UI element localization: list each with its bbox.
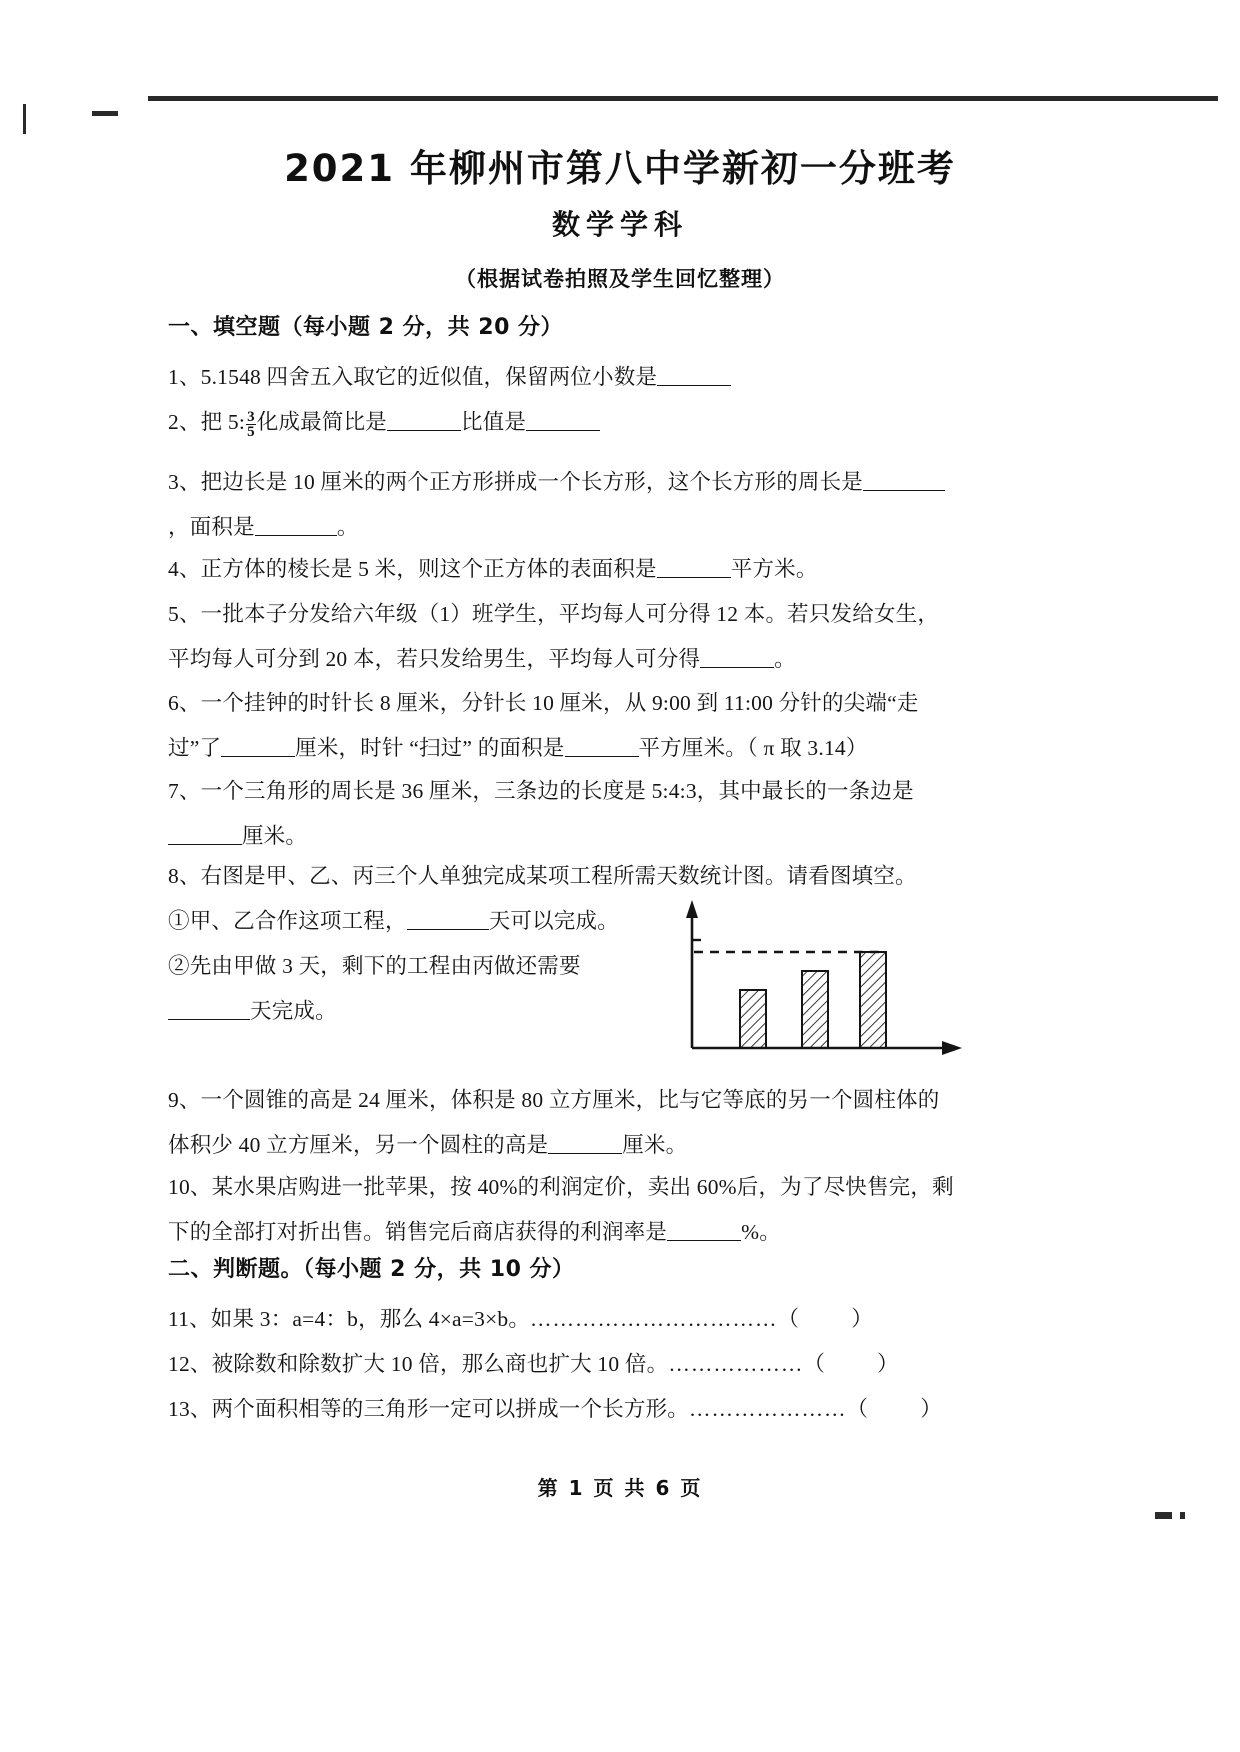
question-13 — [168, 1387, 958, 1432]
answer-blank[interactable] — [657, 577, 731, 578]
answer-blank[interactable] — [221, 756, 295, 757]
question-11-text: 11、如果 3：a=4：b，那么 4×a=3×b。 — [168, 1307, 531, 1331]
answer-blank[interactable] — [863, 490, 945, 491]
answer-blank[interactable] — [548, 1153, 622, 1154]
answer-blank[interactable] — [407, 929, 489, 930]
question-9-text-a: 9、一个圆锥的高是 24 厘米，体积是 80 立方厘米，比与它等底的另一个圆柱体的体积少 40 立方厘米，另一个圆柱的高是 — [168, 1088, 940, 1157]
answer-blank[interactable] — [526, 430, 600, 431]
question-4-text-b: 平方米。 — [730, 557, 818, 581]
fraction-three-fifths — [246, 410, 256, 439]
leader-dots: ……………… — [668, 1352, 804, 1376]
question-6-text-c: 平方厘米。（ π 取 3.14） — [638, 736, 868, 760]
subject-title: 数学学科 — [551, 208, 688, 241]
question-5 — [168, 592, 958, 682]
question-7-text-a: 7、一个三角形的周长是 36 厘米，三条边的长度是 5:4:3，其中最长的一条边是 — [168, 779, 914, 803]
question-2 — [168, 400, 958, 445]
question-8-part-1 — [168, 899, 668, 944]
answer-blank[interactable] — [168, 1019, 250, 1020]
question-11 — [168, 1297, 958, 1342]
question-1-text: 1、5.1548 四舍五入取它的近似值，保留两位小数是 — [168, 365, 658, 389]
x-axis-arrow-icon — [942, 1041, 962, 1055]
question-10 — [168, 1165, 958, 1255]
question-12 — [168, 1342, 958, 1387]
question-8-part-1-text-a: ①甲、乙合作这项工程， — [168, 909, 407, 933]
answer-blank[interactable] — [565, 756, 639, 757]
answer-blank[interactable] — [255, 535, 337, 536]
scan-artifact-dash — [92, 111, 118, 116]
question-10-text-b: %。 — [741, 1220, 781, 1244]
fraction-denominator: 5 — [247, 424, 255, 440]
question-2-text-a: 2、把 5: — [168, 410, 246, 434]
question-8-stem — [168, 854, 958, 899]
question-1 — [168, 355, 958, 400]
days-required-bar-chart — [672, 898, 972, 1063]
page-footer: 第 1 页 共 6 页 — [537, 1476, 703, 1500]
answer-blank[interactable] — [667, 1240, 741, 1241]
judge-paren-open: （ — [777, 1307, 800, 1331]
question-2-text-b: 化成最简比是 — [256, 410, 387, 434]
question-2-text-c: 比值是 — [460, 410, 527, 434]
answer-blank[interactable] — [700, 667, 774, 668]
question-7 — [168, 769, 958, 859]
question-8-stem-text: 8、右图是甲、乙、丙三个人单独完成某项工程所需天数统计图。请看图填空。 — [168, 864, 917, 888]
question-3 — [168, 460, 958, 550]
y-axis-arrow-icon — [686, 900, 698, 918]
bar-yi — [802, 971, 828, 1048]
question-3-text-a: 3、把边长是 10 厘米的两个正方形拼成一个长方形，这个长方形的周长是 — [168, 470, 864, 494]
question-8-part-2-text-a: ②先由甲做 3 天，剩下的工程由丙做还需要 — [168, 954, 581, 978]
scan-artifact-corner-dot — [1180, 1512, 1185, 1519]
answer-blank[interactable] — [657, 385, 731, 386]
section-heading-judge: 二、判断题。（每小题 2 分，共 10 分） — [168, 1257, 575, 1282]
section-heading-fill-in: 一、填空题（每小题 2 分，共 20 分） — [168, 315, 564, 340]
judge-paren-close: ） — [877, 1352, 899, 1376]
leader-dots: …………………………… — [530, 1307, 778, 1331]
judge-paren-close: ） — [851, 1307, 873, 1331]
scan-artifact-top-rule — [148, 96, 1218, 101]
answer-blank[interactable] — [168, 844, 242, 845]
question-3-text-b: ，面积是 — [168, 515, 255, 539]
question-6 — [168, 681, 958, 771]
scan-artifact-corner-mark — [1155, 1512, 1172, 1519]
question-9-text-b: 厘米。 — [622, 1133, 688, 1157]
judge-paren-open: （ — [803, 1352, 826, 1376]
question-12-text: 12、被除数和除数扩大 10 倍，那么商也扩大 10 倍。 — [168, 1352, 669, 1376]
question-6-text-a: 6、一个挂钟的时针长 8 厘米，分针长 10 厘米，从 9:00 到 11:00 分针的尖端“走过”了 — [168, 691, 919, 760]
question-5-text-b: 。 — [774, 647, 796, 671]
question-6-text-b: 厘米，时针 “扫过” 的面积是 — [295, 736, 565, 760]
bar-jia — [740, 990, 766, 1048]
judge-paren-close: ） — [920, 1397, 942, 1421]
question-13-text: 13、两个面积相等的三角形一定可以拼成一个长方形。 — [168, 1397, 690, 1421]
fraction-numerator: 3 — [247, 409, 255, 425]
question-9 — [168, 1078, 958, 1168]
question-10-text-a: 10、某水果店购进一批苹果，按 40%的利润定价，卖出 60%后，为了尽快售完，剩下的全部打对折出售。销售完后商店获得的利润率是 — [168, 1175, 954, 1244]
question-7-text-b: 厘米。 — [242, 824, 308, 848]
answer-blank[interactable] — [387, 430, 461, 431]
question-8-part-1-text-b: 天可以完成。 — [488, 909, 619, 933]
source-note: （根据试卷拍照及学生回忆整理） — [455, 267, 785, 291]
bar-chart-svg — [672, 898, 972, 1063]
page-title: 2021 年柳州市第八中学新初一分班考 — [284, 147, 956, 190]
question-8-part-2 — [168, 944, 668, 1034]
question-4 — [168, 547, 958, 592]
question-8-part-2-text-b: 天完成。 — [250, 999, 337, 1023]
bar-bing — [860, 952, 886, 1048]
question-3-text-c: 。 — [336, 515, 359, 539]
question-5-text-a: 5、一批本子分发给六年级（1）班学生，平均每人可分得 12 本。若只发给女生，平均每人可分到 20 本，若只发给男生，平均每人可分得 — [168, 602, 940, 671]
leader-dots: ………………… — [689, 1397, 847, 1421]
question-4-text-a: 4、正方体的棱长是 5 米，则这个正方体的表面积是 — [168, 557, 657, 581]
judge-paren-open: （ — [846, 1397, 869, 1421]
scan-artifact-left-tick — [23, 104, 26, 134]
